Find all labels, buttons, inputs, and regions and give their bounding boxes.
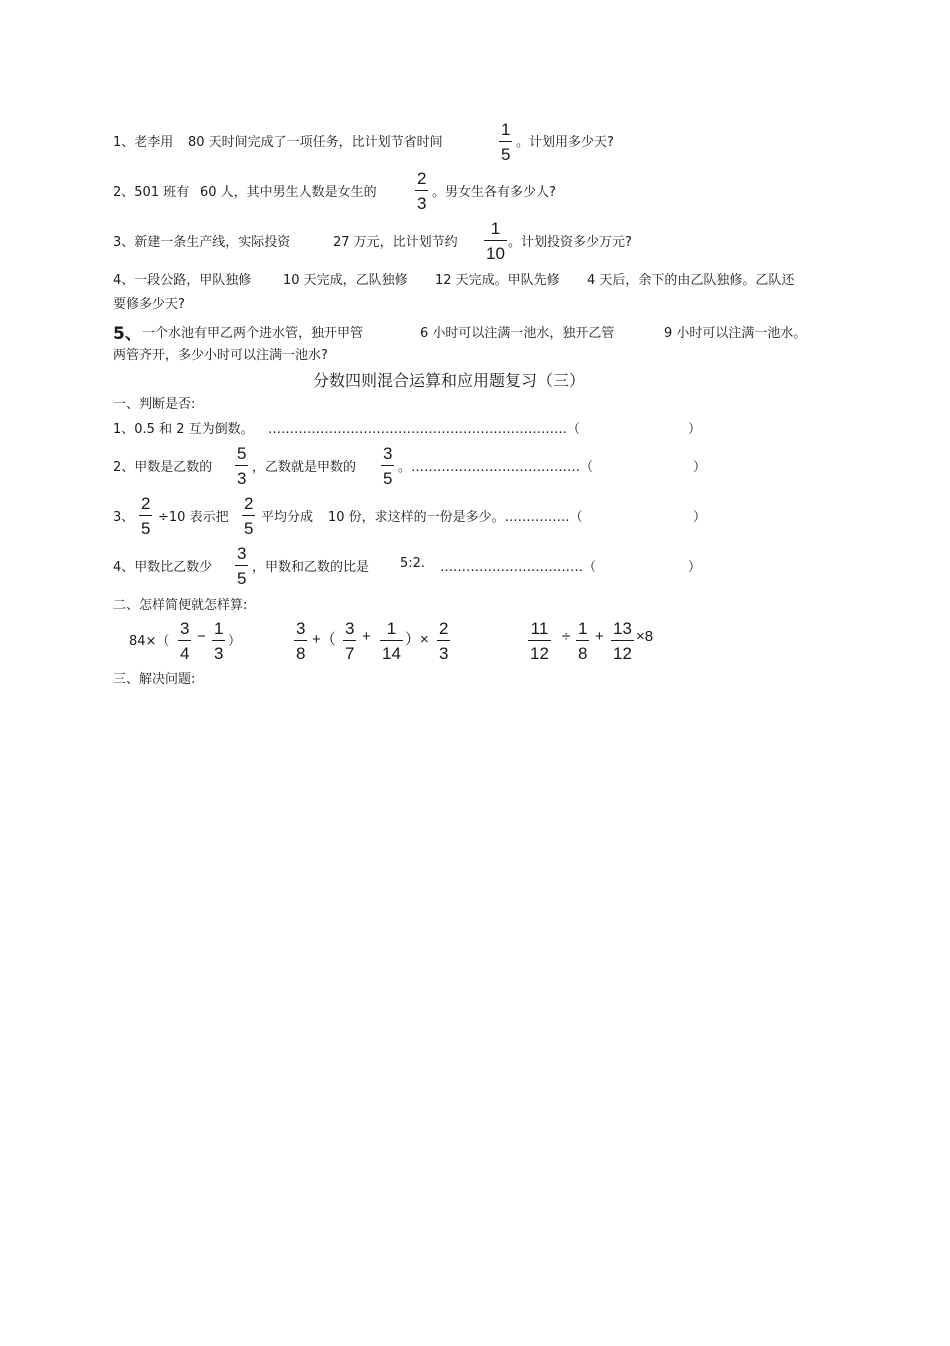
numerator: 2 xyxy=(244,494,254,513)
section-1-heading: 一、判断是否: xyxy=(113,397,196,412)
denominator: 3 xyxy=(214,644,224,663)
problem-1-lead: 1、老李用 xyxy=(113,135,174,150)
page-title: 分数四则混合运算和应用题复习（三） xyxy=(313,371,586,390)
problem-1-tail: 。计划用多少天? xyxy=(516,135,614,150)
judge-3-dots: 10 份，求这样的一份是多少。……………（ xyxy=(328,510,583,525)
denominator: 7 xyxy=(345,644,355,663)
judge-2-close: ） xyxy=(693,460,707,475)
numerator: 3 xyxy=(296,619,306,638)
fraction xyxy=(242,495,255,537)
problem-2-body: 60 人，其中男生人数是女生的 xyxy=(200,185,377,200)
fraction xyxy=(380,620,403,662)
fraction xyxy=(484,220,507,262)
problem-4-lead: 4、一段公路，甲队独修 xyxy=(113,273,252,288)
expr-1-suffix: ） xyxy=(228,634,242,649)
problem-1-body: 80 天时间完成了一项任务，比计划节省时间 xyxy=(188,135,443,150)
problem-5-number: 5、 xyxy=(113,324,142,344)
problem-5-part3: 9 小时可以注满一池水。 xyxy=(664,326,807,341)
section-3-heading: 三、解决问题: xyxy=(113,672,196,687)
problem-4-line2: 要修多少天? xyxy=(113,297,185,312)
judge-4-mid: ，甲数和乙数的比是 xyxy=(252,560,370,575)
denominator: 3 xyxy=(417,194,427,213)
problem-1 xyxy=(113,131,173,150)
denominator: 8 xyxy=(296,644,306,663)
plus-sign: + xyxy=(362,628,371,645)
fraction xyxy=(294,620,307,662)
judge-2-dots: 。…………………………………（ xyxy=(398,460,594,475)
numerator: 1 xyxy=(501,120,511,139)
judge-1-text: 1、0.5 和 2 互为倒数。 xyxy=(113,422,254,437)
denominator: 4 xyxy=(180,644,190,663)
fraction xyxy=(437,620,450,662)
numerator: 2 xyxy=(141,494,151,513)
judge-4-ratio: 5:2. xyxy=(400,556,426,571)
paren-times: ）× xyxy=(405,631,429,648)
judge-2-mid: ，乙数就是甲数的 xyxy=(252,460,357,475)
denominator: 12 xyxy=(613,644,632,663)
denominator: 5 xyxy=(244,519,254,538)
fraction xyxy=(381,445,394,487)
problem-4-part2: 12 天完成。甲队先修 xyxy=(435,273,560,288)
problem-4-part1: 10 天完成，乙队独修 xyxy=(283,273,408,288)
numerator: 3 xyxy=(237,544,247,563)
denominator: 5 xyxy=(501,145,511,164)
numerator: 3 xyxy=(383,444,393,463)
denominator: 14 xyxy=(382,644,401,663)
fraction xyxy=(178,620,191,662)
expr-1-prefix: 84×（ xyxy=(129,634,170,649)
denominator: 3 xyxy=(439,644,449,663)
judge-3-close: ） xyxy=(693,510,707,525)
judge-2-lead: 2、甲数是乙数的 xyxy=(113,460,213,475)
problem-3-lead: 3、新建一条生产线，实际投资 xyxy=(113,235,291,250)
problem-5-line2: 两管齐开，多少小时可以注满一池水? xyxy=(113,348,328,363)
judge-4-close: ） xyxy=(688,560,702,575)
judge-4-dots: ……………………………（ xyxy=(440,560,597,575)
fraction xyxy=(499,121,512,163)
fraction xyxy=(611,620,634,662)
problem-3-tail: 。计划投资多少万元? xyxy=(508,235,632,250)
fraction xyxy=(235,545,248,587)
denominator: 3 xyxy=(237,469,247,488)
denominator: 5 xyxy=(383,469,393,488)
judge-1-close: ） xyxy=(688,422,702,437)
numerator: 13 xyxy=(613,619,632,638)
fraction xyxy=(212,620,225,662)
numerator: 3 xyxy=(180,619,190,638)
minus-sign: − xyxy=(197,628,206,645)
denominator: 12 xyxy=(530,644,549,663)
fraction xyxy=(576,620,589,662)
fraction xyxy=(415,170,428,212)
times-eight: ×8 xyxy=(636,628,654,645)
divide-sign: ÷ xyxy=(562,628,571,645)
denominator: 10 xyxy=(486,244,505,263)
problem-5-part1: 一个水池有甲乙两个进水管，独开甲管 xyxy=(142,326,364,341)
judge-3-lead: 3、 xyxy=(113,510,135,525)
numerator: 1 xyxy=(214,619,224,638)
numerator: 2 xyxy=(417,169,427,188)
problem-2-tail: 。男女生各有多少人? xyxy=(432,185,556,200)
plus-sign: + xyxy=(595,628,604,645)
problem-4-part3: 4 天后，余下的由乙队独修。乙队还 xyxy=(587,273,795,288)
problem-2-lead: 2、501 班有 xyxy=(113,185,190,200)
section-2-heading: 二、怎样简便就怎样算: xyxy=(113,598,248,613)
numerator: 1 xyxy=(490,219,501,238)
numerator: 3 xyxy=(345,619,355,638)
judge-1-dots: ……………………………………………………………（ xyxy=(268,422,580,437)
plus-paren: +（ xyxy=(312,631,336,648)
denominator: 8 xyxy=(578,644,588,663)
judge-3-text: 平均分成 xyxy=(261,510,314,525)
denominator: 5 xyxy=(141,519,151,538)
fraction xyxy=(235,445,248,487)
problem-5-part2: 6 小时可以注满一池水，独开乙管 xyxy=(420,326,615,341)
fraction xyxy=(139,495,152,537)
fraction xyxy=(528,620,551,662)
fraction xyxy=(343,620,356,662)
numerator: 11 xyxy=(530,619,549,638)
judge-3-mid: ÷10 表示把 xyxy=(158,510,229,525)
judge-4-lead: 4、甲数比乙数少 xyxy=(113,560,213,575)
numerator: 5 xyxy=(237,444,247,463)
numerator: 2 xyxy=(439,619,449,638)
numerator: 1 xyxy=(578,619,588,638)
denominator: 5 xyxy=(237,569,247,588)
numerator: 1 xyxy=(386,619,397,638)
problem-3-body: 27 万元，比计划节约 xyxy=(333,235,458,250)
